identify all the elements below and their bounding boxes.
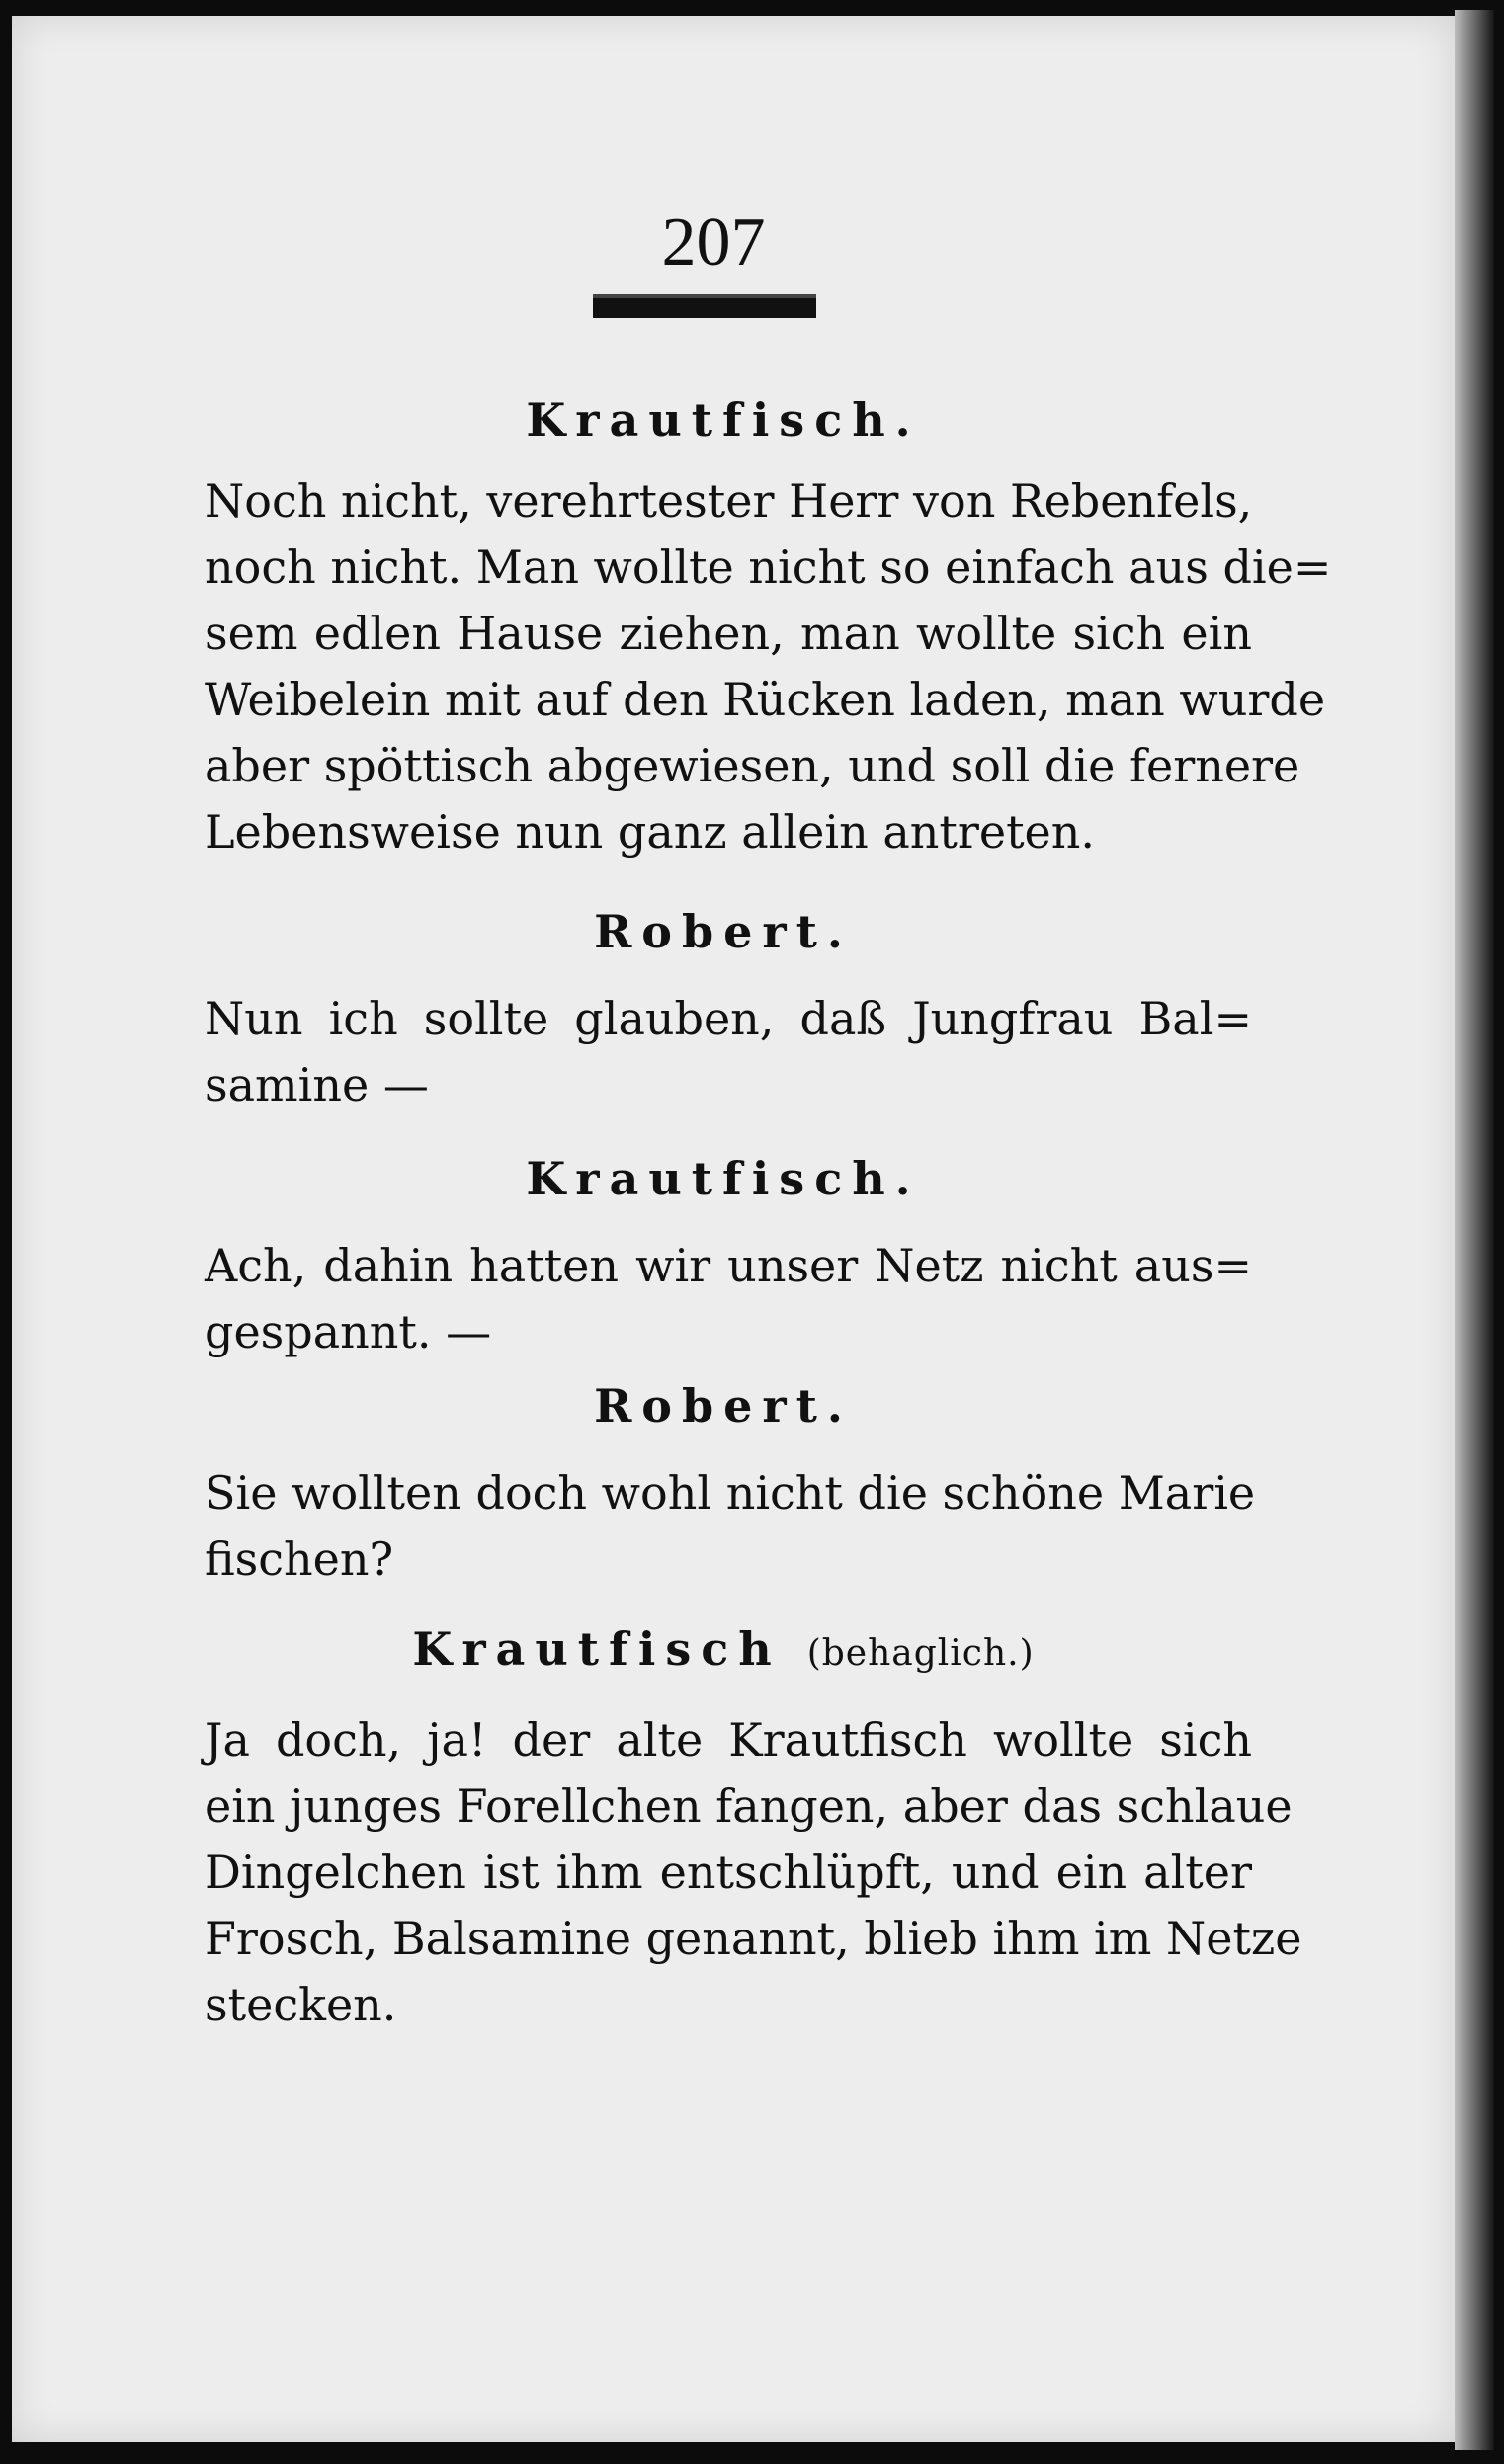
speaker-heading: Krautfisch (behaglich.): [412, 1622, 1035, 1676]
dialogue-paragraph: [205, 1233, 1252, 1365]
text-line: samine —: [205, 1058, 429, 1111]
text-line: Nun ich sollte glauben, daß Jungfrau Bal=: [205, 992, 1252, 1045]
dialogue-paragraph: [205, 1707, 1302, 2038]
speaker-heading: Robert.: [594, 905, 853, 958]
text-line: sem edlen Hause ziehen, man wollte sich ein: [205, 607, 1252, 660]
text-line: fischen?: [205, 1532, 394, 1586]
speaker-heading: Krautfisch.: [526, 1152, 921, 1205]
text-line: Lebensweise nun ganz allein antreten.: [205, 805, 1096, 859]
dialogue-paragraph: [205, 468, 1332, 865]
text-line: Ach, dahin hatten wir unser Netz nicht aus=: [205, 1239, 1252, 1292]
speaker-heading: Krautfisch.: [526, 393, 921, 447]
book-page: [12, 16, 1455, 2442]
text-line: Frosch, Balsamine genannt, blieb ihm im Netze: [205, 1912, 1302, 1965]
text-line: Dingelchen ist ihm entschlüpft, und ein alter: [205, 1846, 1252, 1899]
header-rule: [593, 294, 816, 318]
speaker-heading: Robert.: [594, 1379, 853, 1433]
text-line: Sie wollten doch wohl nicht die schöne Marie: [205, 1466, 1256, 1519]
stage-direction: (behaglich.): [806, 1633, 1035, 1674]
page-edge-shadow: [1455, 10, 1494, 2450]
text-line: ein junges Forellchen fangen, aber das schlaue: [205, 1779, 1293, 1833]
text-line: noch nicht. Man wollte nicht so einfach aus die=: [205, 540, 1332, 594]
dialogue-paragraph: [205, 1460, 1256, 1593]
page-number: 207: [661, 205, 766, 281]
text-line: gespannt. —: [205, 1305, 492, 1358]
text-line: aber spöttisch abgewiesen, und soll die fernere: [205, 739, 1300, 792]
text-line: stecken.: [205, 1978, 397, 2031]
text-line: Ja doch, ja! der alte Krautfisch wollte sich: [205, 1713, 1252, 1766]
text-line: Weibelein mit auf den Rücken laden, man wurde: [205, 673, 1326, 726]
text-line: Noch nicht, verehrtester Herr von Rebenfels,: [205, 474, 1253, 528]
dialogue-paragraph: [205, 986, 1252, 1118]
